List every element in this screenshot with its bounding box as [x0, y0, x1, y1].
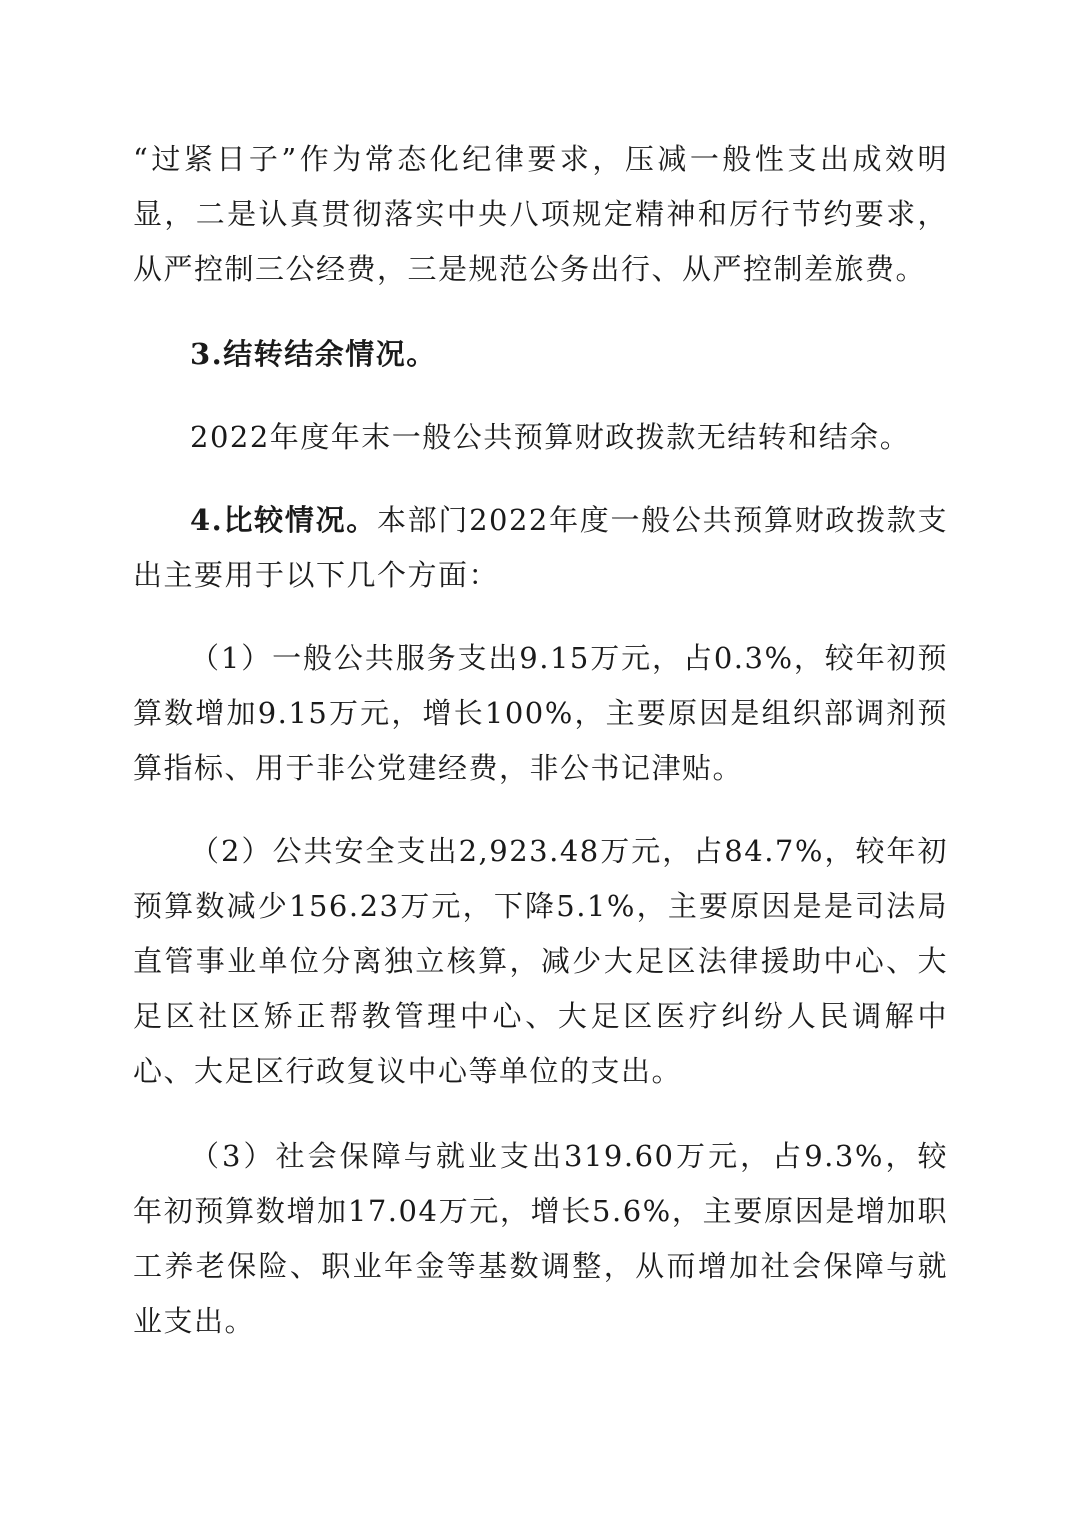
- heading-comparison: 4.比较情况。: [190, 503, 377, 537]
- paragraph-social-security: （3）社会保障与就业支出319.60万元，占9.3%，较年初预算数增加17.04万元，增长5.6%，主要原因是增加职工养老保险、职业年金等基数调整，从而增加社会保障与就业支出。: [133, 1139, 948, 1338]
- paragraph-carryover-balance: 2022年度年末一般公共预算财政拨款无结转和结余。: [190, 420, 911, 454]
- heading-carryover-balance: 3.结转结余情况。: [190, 337, 437, 371]
- paragraph-comparison: [133, 493, 948, 603]
- paragraph-austerity: “过紧日子”作为常态化纪律要求，压减一般性支出成效明显，二是认真贯彻落实中央八项规定精神和厉行节约要求，从严控制三公经费，三是规范公务出行、从严控制差旅费。: [133, 142, 948, 286]
- paragraph-comparison-body: 本部门2022年度一般公共预算财政拨款支出主要用于以下几个方面：: [133, 503, 948, 592]
- paragraph-general-public-services: （1）一般公共服务支出9.15万元，占0.3%，较年初预算数增加9.15万元，增长100%，主要原因是组织部调剂预算指标、用于非公党建经费，非公书记津贴。: [133, 641, 948, 785]
- paragraph-public-security: （2）公共安全支出2,923.48万元，占84.7%，较年初预算数减少156.23万元，下降5.1%，主要原因是是司法局直管事业单位分离独立核算，减少大足区法律援助中心、大足区社区矫正帮教管理中心、大足区医疗纠纷人民调解中心、大足区行政复议中心等单位的支出。: [133, 834, 948, 1088]
